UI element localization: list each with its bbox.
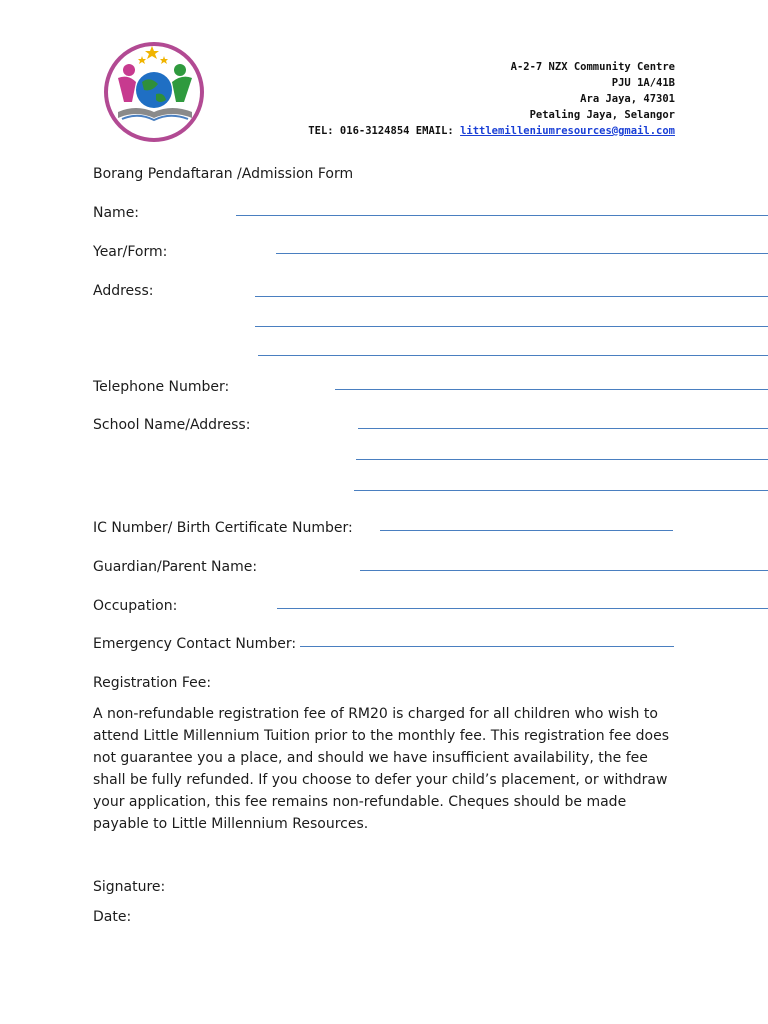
address-line-3: Ara Jaya, 47301 xyxy=(580,93,675,105)
address-line-2: PJU 1A/41B xyxy=(611,77,675,89)
occupation-label: Occupation: xyxy=(93,598,178,614)
emergency-input-line[interactable] xyxy=(300,646,674,647)
emergency-label: Emergency Contact Number: xyxy=(93,636,297,652)
telephone-input-line[interactable] xyxy=(335,389,768,390)
tel-value: 016-3124854 xyxy=(339,125,410,137)
tel-label: TEL: xyxy=(308,125,334,137)
ic-label: IC Number/ Birth Certificate Number: xyxy=(93,520,353,536)
name-label: Name: xyxy=(93,205,140,221)
year-label: Year/Form: xyxy=(93,244,168,260)
name-input-line[interactable] xyxy=(236,215,768,216)
school-input-line-1[interactable] xyxy=(358,428,768,429)
contact-line xyxy=(308,123,675,139)
year-input-line[interactable] xyxy=(276,253,768,254)
school-input-line-2[interactable] xyxy=(356,459,768,460)
fee-label: Registration Fee: xyxy=(93,675,212,691)
school-input-line-3[interactable] xyxy=(354,490,768,491)
address-input-line-3[interactable] xyxy=(258,355,768,356)
address-label: Address: xyxy=(93,283,154,299)
organization-logo xyxy=(102,42,208,142)
guardian-label: Guardian/Parent Name: xyxy=(93,559,258,575)
guardian-input-line[interactable] xyxy=(360,570,768,571)
occupation-input-line[interactable] xyxy=(277,608,768,609)
telephone-label: Telephone Number: xyxy=(93,379,230,395)
signature-label: Signature: xyxy=(93,879,166,895)
form-title: Borang Pendaftaran /Admission Form xyxy=(93,166,354,182)
fee-paragraph: A non-refundable registration fee of RM20 is charged for all children who wish to attend Little Millennium Tuition prior to the monthly fee. This registration fee does not guarantee you a place, and should we have insufficient availability, the fee shall be fully refunded. If you choose to defer your child’s placement, or withdraw your application, this fee remains non-refundable. Cheques should be made payable to Little Millennium Resources. xyxy=(93,706,670,832)
address-input-line-1[interactable] xyxy=(255,296,768,297)
address-line-4: Petaling Jaya, Selangor xyxy=(529,109,675,121)
date-label: Date: xyxy=(93,909,132,925)
address-input-line-2[interactable] xyxy=(255,326,768,327)
address-line-1: A-2-7 NZX Community Centre xyxy=(510,61,675,73)
email-label: EMAIL: xyxy=(415,125,454,137)
ic-input-line[interactable] xyxy=(380,530,673,531)
address-block xyxy=(308,59,675,139)
email-link[interactable]: littlemilleniumresources@gmail.com xyxy=(460,125,675,137)
school-label: School Name/Address: xyxy=(93,417,251,433)
